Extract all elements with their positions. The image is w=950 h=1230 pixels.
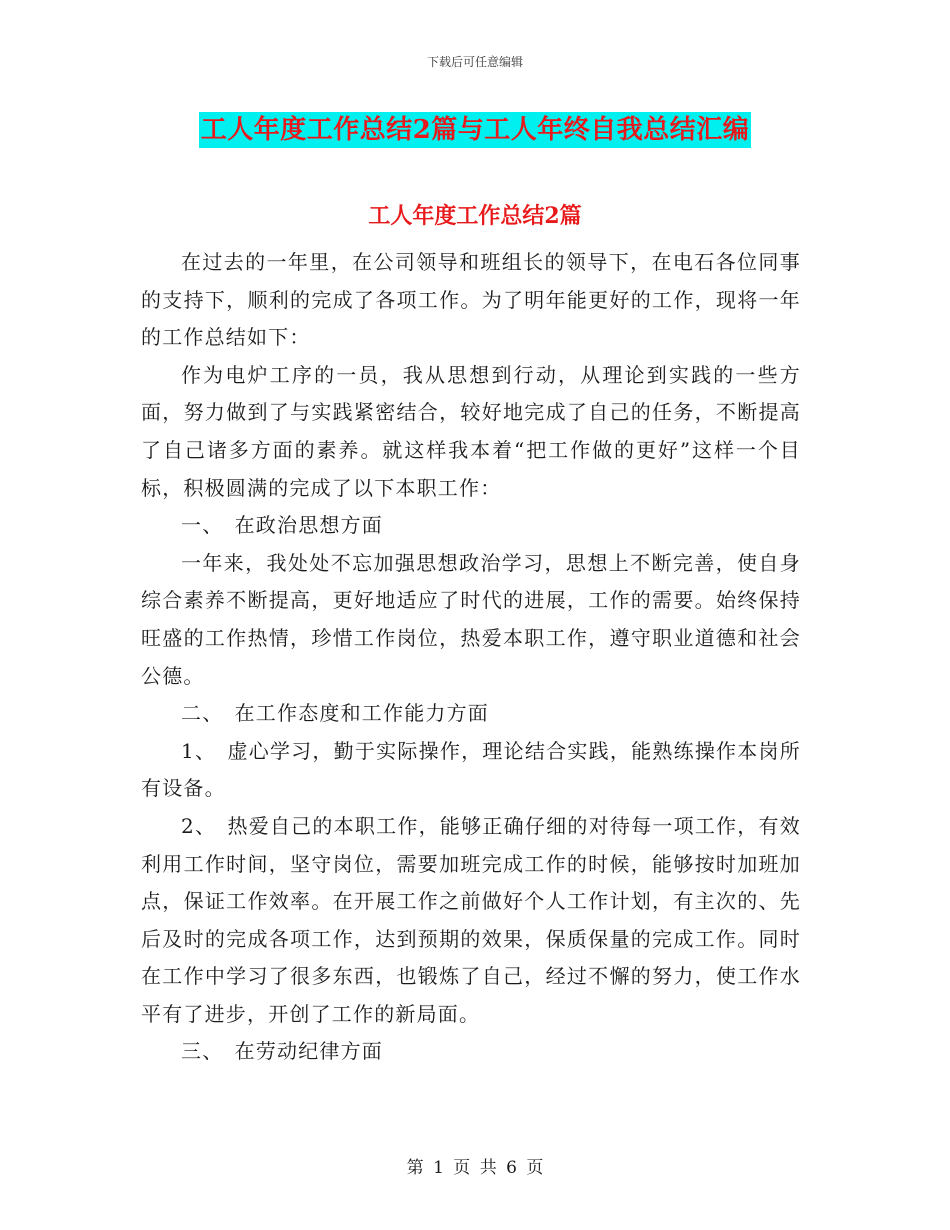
page-footer: 第 1 页 共 6 页	[406, 1158, 544, 1178]
section-heading: 二、 在工作态度和工作能力方面	[181, 701, 489, 726]
paragraph: 作为电炉工序的一员，我从思想到行动，从理论到实践的一些方面，努力做到了与实践紧密结合，较好地完成了自己的任务，不断提高了自己诸多方面的素养。就这样我本着“把工作做的更好”这样一个目标，积极圆满的完成了以下本职工作：	[141, 362, 801, 500]
paragraph: 在过去的一年里，在公司领导和班组长的领导下，在电石各位同事的支持下，顺利的完成了各项工作。为了明年能更好的工作，现将一年的工作总结如下：	[141, 250, 801, 350]
list-item: 1、 虚心学习，勤于实际操作，理论结合实践，能熟练操作本岗所有设备。	[141, 738, 801, 801]
section-heading: 一、 在政治思想方面	[181, 513, 383, 538]
header-note: 下载后可任意编辑	[426, 55, 523, 69]
section-title: 工人年度工作总结2篇	[368, 203, 582, 229]
section-heading: 三、 在劳动纪律方面	[181, 1039, 383, 1064]
main-title: 工人年度工作总结2篇与工人年终自我总结汇编	[199, 112, 752, 148]
document-body	[141, 244, 801, 1071]
main-title-container	[0, 112, 950, 148]
list-item: 2、 热爱自己的本职工作，能够正确仔细的对待每一项工作，有效利用工作时间，坚守岗位，需要加班完成工作的时候，能够按时加班加点，保证工作效率。在开展工作之前做好个人工作计划，有主次的、先后及时的完成各项工作，达到预期的效果，保质保量的完成工作。同时在工作中学习了很多东西，也锻炼了自己，经过不懈的努力，使工作水平有了进步，开创了工作的新局面。	[141, 813, 801, 1026]
paragraph: 一年来，我处处不忘加强思想政治学习，思想上不断完善，使自身综合素养不断提高，更好地适应了时代的进展，工作的需要。始终保持旺盛的工作热情，珍惜工作岗位，热爱本职工作，遵守职业道德和社会公德。	[141, 550, 801, 688]
